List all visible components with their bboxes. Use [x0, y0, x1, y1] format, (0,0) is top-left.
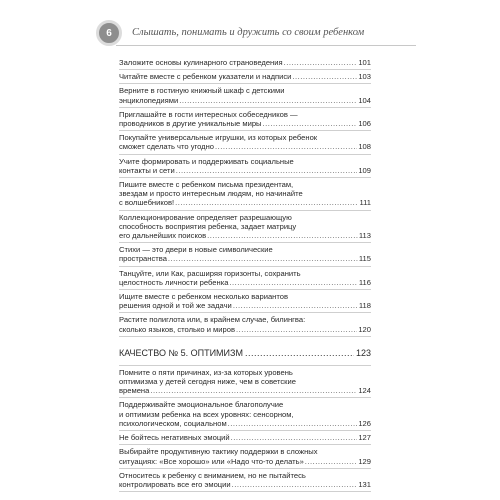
dot-leader: [175, 198, 358, 207]
toc-entry[interactable]: [119, 56, 371, 70]
toc-entry-text: контакты и сети: [119, 165, 175, 175]
toc-entry[interactable]: [119, 211, 371, 244]
toc-entry-text: решения одной и той же задачи: [119, 301, 232, 311]
dot-leader: [229, 278, 357, 287]
toc-page-number: 111: [359, 198, 371, 208]
toc-entry[interactable]: [119, 178, 371, 211]
toc-entry-text: целостность личности ребенка: [119, 277, 229, 287]
toc-entry-text: Поддерживайте эмоциональное благополучие: [119, 400, 284, 410]
toc-entry[interactable]: [119, 366, 371, 399]
toc-entry-text: Растите полиглота или, в крайнем случае, билингва:: [119, 315, 306, 325]
toc-page-number: 116: [358, 277, 371, 287]
toc-entry-text: способность восприятия ребенка, задает матрицу: [119, 221, 297, 231]
header-divider: [116, 45, 416, 46]
dot-leader: [176, 166, 358, 175]
toc-page-number: 106: [358, 119, 371, 129]
toc-entry-text: энциклопедиями: [119, 95, 179, 105]
dot-leader: [236, 325, 357, 334]
toc-page-number: 104: [358, 95, 371, 105]
toc-section-heading[interactable]: [119, 337, 371, 366]
toc-entry-text: и оптимизм ребенка на всех уровнях: сенсорном,: [119, 409, 294, 419]
dot-leader: [228, 419, 358, 428]
toc-entry-text: Помните о пяти причинах, из-за которых уровень: [119, 367, 293, 377]
toc-entry[interactable]: [119, 131, 371, 154]
toc-entry[interactable]: [119, 445, 371, 468]
toc-entry[interactable]: [119, 267, 371, 290]
dot-leader: [215, 142, 357, 151]
toc-entry-text: психологическом, социальном: [119, 418, 227, 428]
section-title: КАЧЕСТВО № 5. ОПТИМИЗМ: [119, 347, 243, 358]
dot-leader: [231, 433, 358, 442]
dot-leader: [179, 96, 357, 105]
toc-entry[interactable]: [119, 155, 371, 178]
toc-page-number: 115: [358, 254, 371, 264]
toc-page-number: 113: [358, 231, 371, 241]
toc-page-number: 131: [358, 479, 371, 489]
toc-page-number: 103: [358, 72, 371, 82]
toc-entry-text: времена: [119, 386, 150, 396]
toc-entry-text: Танцуйте, или Как, расширяя горизонты, сохранить: [119, 268, 301, 278]
toc-entry[interactable]: [119, 313, 371, 336]
toc-entry-text: Коллекционирование определяет разрешающую: [119, 212, 292, 222]
toc-entry[interactable]: [119, 84, 371, 107]
toc-entry-text: с волшебников!: [119, 198, 175, 208]
toc-entry-text: Пишите вместе с ребенком письма президентам,: [119, 180, 294, 190]
toc-page-number: 120: [358, 324, 371, 334]
toc-page-number: 108: [358, 142, 371, 152]
toc-page-number: 118: [358, 301, 371, 311]
dot-leader: [245, 347, 354, 359]
toc-entry-text: сколько языков, столько и миров: [119, 324, 235, 334]
dot-leader: [150, 386, 357, 395]
toc-entry-text: Ищите вместе с ребенком несколько вариантов: [119, 292, 289, 302]
toc-entry-text: Покупайте универсальные игрушки, из которых ребенок: [119, 133, 318, 143]
toc-entry-text: Стихи — это двери в новые символические: [119, 245, 273, 255]
toc-entry-text: сможет сделать что угодно: [119, 142, 215, 152]
page-header: [96, 20, 496, 46]
toc-page-number: 127: [358, 433, 371, 443]
toc-entry-text: проводников в другие уникальные миры: [119, 119, 262, 129]
toc-entry-text: пространства: [119, 254, 167, 264]
toc-entry[interactable]: [119, 469, 371, 492]
dot-leader: [284, 58, 358, 67]
dot-leader: [232, 480, 358, 489]
toc-entry-text: Учите формировать и поддерживать социальные: [119, 156, 294, 166]
toc-entry-text: Читайте вместе с ребенком указатели и надписи: [119, 72, 292, 82]
toc-page-number: 109: [358, 165, 371, 175]
toc-entry-text: Верните в гостиную книжный шкаф с детскими: [119, 86, 285, 96]
dot-leader: [305, 457, 358, 466]
toc-entry-text: звездам и просто интересным людям, но начинайте: [119, 189, 303, 199]
toc-entry-text: ситуациях: «Все хорошо» или «Надо что-то делать»: [119, 456, 304, 466]
toc-page-number: 124: [358, 386, 371, 396]
toc-entry[interactable]: [119, 70, 371, 84]
toc-entry[interactable]: [119, 290, 371, 313]
toc-page-number: 101: [358, 58, 371, 67]
toc-part-2: [119, 366, 371, 492]
section-page-number: 123: [355, 347, 371, 358]
toc-entry[interactable]: [119, 431, 371, 445]
toc-entry-text: Заложите основы кулинарного страноведения: [119, 58, 283, 67]
toc-entry-text: оптимизма у детей сегодня ниже, чем в советские: [119, 377, 296, 387]
toc-page-number: 126: [358, 418, 371, 428]
toc-entry-text: Выбирайте продуктивную тактику поддержки в сложных: [119, 447, 318, 457]
toc-entry[interactable]: [119, 398, 371, 431]
toc-entry-text: его дальнейших поисков: [119, 231, 207, 241]
toc-entry-text: Не бойтесь негативных эмоций: [119, 433, 230, 443]
dot-leader: [263, 119, 358, 128]
toc-entry-text: Относитесь к ребенку с вниманием, но не пытайтесь: [119, 470, 306, 480]
dot-leader: [207, 231, 358, 240]
toc-part-1: [119, 56, 371, 337]
table-of-contents: [119, 56, 371, 492]
page-number-badge: 6: [96, 20, 122, 46]
toc-entry[interactable]: [119, 108, 371, 131]
toc-entry-text: Приглашайте в гости интересных собеседников —: [119, 109, 298, 119]
toc-entry[interactable]: [119, 243, 371, 266]
dot-leader: [233, 301, 358, 310]
dot-leader: [168, 254, 358, 263]
toc-entry-text: контролировать все его эмоции: [119, 479, 231, 489]
toc-page-number: 129: [358, 456, 371, 466]
dot-leader: [292, 72, 357, 81]
running-title: Слышать, понимать и дружить со своим ребенком: [132, 27, 365, 38]
